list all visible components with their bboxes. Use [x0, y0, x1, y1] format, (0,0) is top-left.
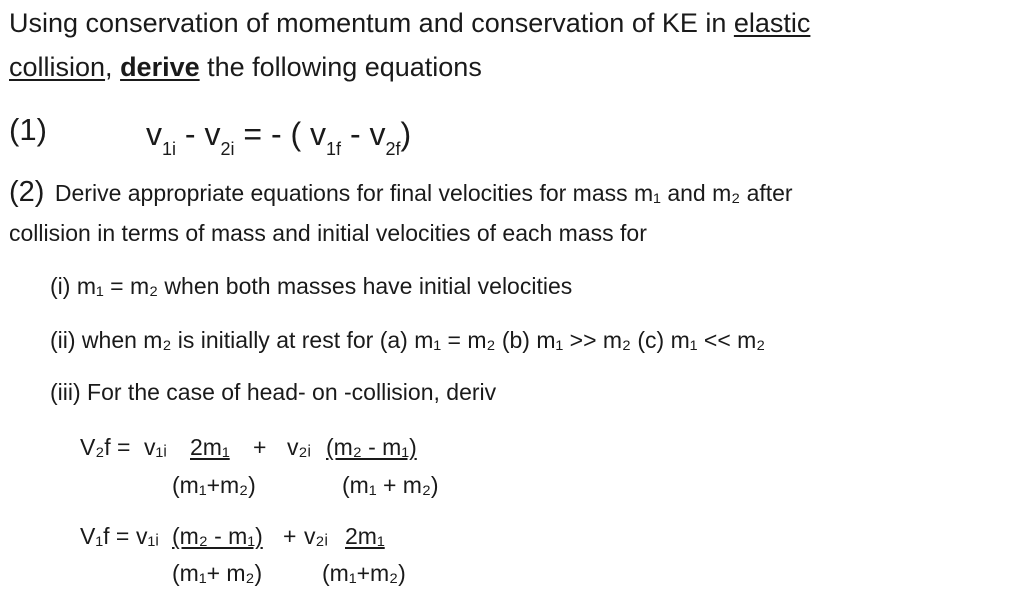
eq-v2f-numerator-1: 2m₁	[190, 434, 230, 460]
collision-underlined: collision	[9, 52, 106, 82]
eq-v1f-denominator-1: (m₁+ m₂)	[172, 560, 263, 586]
eq-v1f-lhs: V₁f =	[80, 523, 130, 549]
item-2-text: Derive appropriate equations for final velocities for mass m₁ and m₂ after	[54, 180, 793, 206]
eq-v2f-v2i: v₂ᵢ	[287, 434, 312, 460]
eq-v2f-v1i: v₁ᵢ	[144, 434, 167, 460]
eq-v1f-v2i: v₂ᵢ	[304, 523, 329, 549]
eq-v1f-numerator-2: 2m₁	[345, 523, 385, 549]
derive-bold: derive	[120, 52, 200, 82]
intro-line-2: collision, derive the following equations	[9, 52, 482, 82]
eq-v2f-plus: +	[253, 434, 267, 460]
sub-item-iii: (iii) For the case of head- on -collision, deriv	[50, 379, 497, 405]
eq-v2f-denominator-1: (m₁+m₂)	[172, 472, 256, 498]
item-1-label: (1)	[9, 112, 47, 147]
eq-v2f-denominator-2: (m₁ + m₂)	[342, 472, 439, 498]
elastic-underlined: elastic	[733, 8, 811, 38]
equation-1: $v_{1i} - v_{2i}$ = - ( $v_{1f} - v_{2f}$)	[146, 116, 412, 159]
intro-text: Using conservation of momentum and conservation of KE in	[9, 8, 734, 38]
sub-item-ii: (ii) when m₂ is initially at rest for (a) m₁ = m₂ (b) m₁ >> m₂ (c) m₁ << m₂	[50, 327, 766, 353]
eq-v1f-denominator-2: (m₁+m₂)	[322, 560, 406, 586]
item-2-label: (2)	[9, 176, 45, 208]
intro-line-1	[9, 8, 810, 39]
sub-item-i: (i) m₁ = m₂ when both masses have initial velocities	[50, 273, 573, 299]
eq-v2f-lhs: V₂f =	[80, 434, 131, 460]
eq-v1f-numerator-1: (m₂ - m₁)	[172, 523, 263, 549]
eq-v1f-v1i: v₁ᵢ	[136, 523, 159, 549]
eq-v1f-plus: +	[283, 523, 297, 549]
item-2-line-1	[9, 176, 793, 209]
item-2-line-2: collision in terms of mass and initial velocities of each mass for	[9, 220, 647, 246]
eq-v2f-numerator-2: (m₂ - m₁)	[326, 434, 417, 460]
